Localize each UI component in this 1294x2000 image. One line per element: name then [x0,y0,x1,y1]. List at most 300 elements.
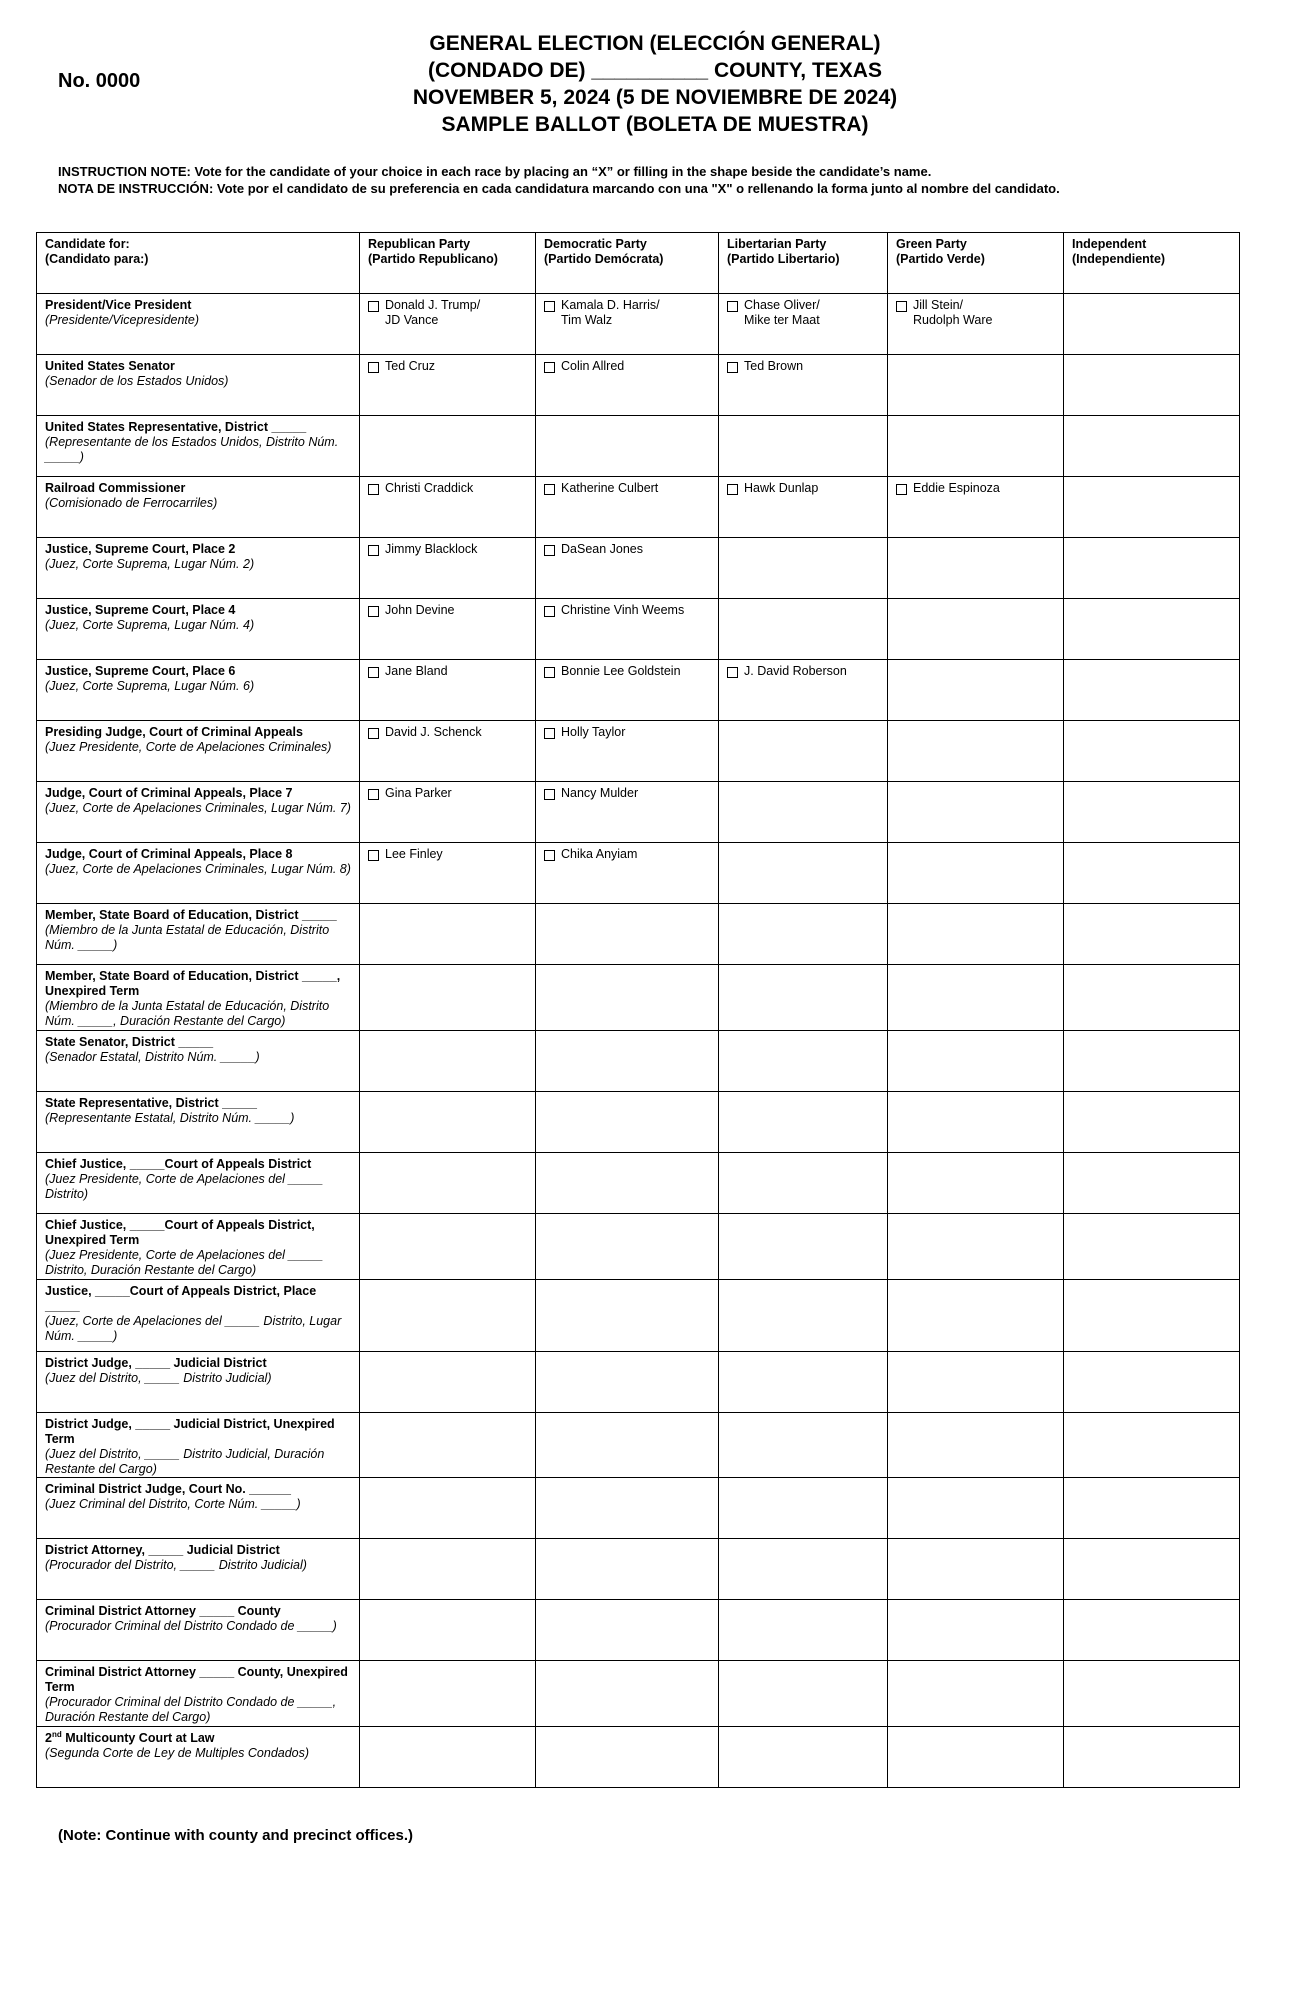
candidate-name: Lee Finley [385,847,443,861]
candidate-name: Ted Cruz [385,359,436,373]
candidate-cell-rep [360,355,536,416]
candidate-cell-grn [888,782,1064,843]
office-cell [37,1661,360,1727]
candidate-cell-rep [360,1727,536,1788]
race-row [37,1478,1240,1539]
race-row [37,1661,1240,1727]
vote-checkbox[interactable] [544,545,555,556]
candidate-cell-ind [1064,904,1240,965]
candidate-cell-grn [888,1352,1064,1413]
column-header [719,233,888,294]
candidate-cell-lib [719,1352,888,1413]
candidate-option[interactable] [727,359,879,374]
office-spanish: (Senador Estatal, Distrito Núm. _____) [45,1050,260,1064]
header-row [37,233,1240,294]
vote-checkbox[interactable] [727,301,738,312]
candidate-option[interactable] [544,542,710,557]
office-title: District Attorney, _____ Judicial District [45,1543,280,1557]
candidate-option[interactable] [544,847,710,862]
office-cell [37,1031,360,1092]
candidate-name: Christi Craddick [385,481,474,495]
office-title-superscript: nd [51,1729,62,1739]
office-title: Justice, Supreme Court, Place 4 [45,603,236,617]
candidate-cell-dem [536,965,719,1031]
office-cell [37,355,360,416]
vote-checkbox[interactable] [727,484,738,495]
office-spanish: (Juez del Distrito, _____ Distrito Judicial, Duración Restante del Cargo) [45,1447,325,1476]
candidate-cell-dem [536,1539,719,1600]
office-spanish: (Juez, Corte Suprema, Lugar Núm. 2) [45,557,255,571]
office-title: Criminal District Judge, Court No. ______ [45,1482,291,1496]
candidate-cell-rep [360,599,536,660]
candidate-cell-ind [1064,1352,1240,1413]
office-title: Railroad Commissioner [45,481,186,495]
column-header [888,233,1064,294]
office-title: State Senator, District _____ [45,1035,214,1049]
race-row [37,965,1240,1031]
candidate-option[interactable] [544,786,710,801]
ballot-title [340,30,970,138]
footer-note: (Note: Continue with county and precinct offices.) [58,1827,414,1844]
column-header-spanish: (Partido Verde) [896,252,985,266]
office-spanish: (Segunda Corte de Ley de Multiples Condados) [45,1746,310,1760]
office-cell [37,660,360,721]
column-header [37,233,360,294]
office-cell [37,965,360,1031]
race-row [37,1092,1240,1153]
office-title: Judge, Court of Criminal Appeals, Place 7 [45,786,293,800]
office-cell [37,843,360,904]
candidate-cell-rep [360,904,536,965]
office-title-prefix: 2 [45,1731,52,1745]
candidate-cell-ind [1064,965,1240,1031]
office-cell [37,416,360,477]
candidate-name: Jane Bland [385,664,448,678]
office-title: Criminal District Attorney _____ County [45,1604,281,1618]
candidate-cell-grn [888,1539,1064,1600]
office-title-text: Multicounty Court at Law [61,1731,215,1745]
candidate-cell-ind [1064,1600,1240,1661]
candidate-cell-ind [1064,538,1240,599]
candidate-cell-grn [888,538,1064,599]
candidate-cell-rep [360,843,536,904]
vote-checkbox[interactable] [368,606,379,617]
office-cell [37,1214,360,1280]
office-cell [37,1280,360,1352]
race-row [37,416,1240,477]
candidate-cell-dem [536,1478,719,1539]
office-spanish: (Comisionado de Ferrocarriles) [45,496,218,510]
candidate-name: Gina Parker [385,786,452,800]
candidate-name: Chika Anyiam [561,847,638,861]
candidate-cell-lib [719,294,888,355]
office-spanish: (Procurador Criminal del Distrito Condado de _____) [45,1619,337,1633]
candidate-name: Nancy Mulder [561,786,639,800]
candidate-cell-grn [888,660,1064,721]
office-title: Justice, Supreme Court, Place 6 [45,664,236,678]
office-spanish: (Juez Presidente, Corte de Apelaciones del _____ Distrito, Duración Restante del Cargo) [45,1248,324,1277]
vote-checkbox[interactable] [368,545,379,556]
office-spanish: (Senador de los Estados Unidos) [45,374,229,388]
candidate-cell-lib [719,1214,888,1280]
candidate-name: Eddie Espinoza [913,481,1000,495]
candidate-cell-rep [360,965,536,1031]
candidate-cell-ind [1064,1031,1240,1092]
candidate-cell-ind [1064,843,1240,904]
race-row [37,721,1240,782]
office-title: State Representative, District _____ [45,1096,257,1110]
candidate-name: Jimmy Blacklock [385,542,478,556]
column-header-spanish: (Independiente) [1072,252,1166,266]
column-header-label: Republican Party [368,237,471,251]
candidate-cell-ind [1064,1153,1240,1214]
office-title [45,1731,215,1745]
office-cell [37,599,360,660]
ballot-table [36,232,1240,1788]
vote-checkbox[interactable] [368,667,379,678]
office-title: United States Representative, District _____ [45,420,307,434]
title-line: SAMPLE BALLOT (BOLETA DE MUESTRA) [441,113,869,136]
candidate-cell-ind [1064,1092,1240,1153]
office-title: Member, State Board of Education, District _____, Unexpired Term [45,969,341,998]
vote-checkbox[interactable] [544,667,555,678]
candidate-cell-ind [1064,355,1240,416]
race-row [37,1600,1240,1661]
candidate-cell-ind [1064,599,1240,660]
candidate-name: Bonnie Lee Goldstein [561,664,681,678]
column-header-label: Candidate for: [45,237,130,251]
race-row [37,1280,1240,1352]
candidate-cell-rep [360,1478,536,1539]
office-title: Justice, _____Court of Appeals District, Place _____ [45,1284,317,1313]
candidate-cell-grn [888,294,1064,355]
candidate-cell-dem [536,477,719,538]
candidate-cell-lib [719,1539,888,1600]
candidate-cell-ind [1064,1539,1240,1600]
office-cell [37,721,360,782]
office-cell [37,1352,360,1413]
vote-checkbox[interactable] [368,362,379,373]
office-cell [37,538,360,599]
office-spanish: (Procurador del Distrito, _____ Distrito Judicial) [45,1558,307,1572]
race-row [37,1153,1240,1214]
candidate-cell-dem [536,1661,719,1727]
candidate-cell-rep [360,782,536,843]
candidate-cell-dem [536,599,719,660]
column-header-label: Green Party [896,237,967,251]
race-row [37,355,1240,416]
vote-checkbox[interactable] [368,301,379,312]
candidate-cell-ind [1064,477,1240,538]
candidate-cell-ind [1064,1661,1240,1727]
office-title: United States Senator [45,359,175,373]
candidate-cell-lib [719,599,888,660]
candidate-cell-ind [1064,1478,1240,1539]
candidate-cell-grn [888,1153,1064,1214]
office-spanish: (Juez, Corte de Apelaciones Criminales, Lugar Núm. 7) [45,801,351,815]
candidate-cell-dem [536,1600,719,1661]
candidate-cell-grn [888,599,1064,660]
column-header-label: Democratic Party [544,237,647,251]
column-header-spanish: (Candidato para:) [45,252,149,266]
candidate-cell-lib [719,1413,888,1478]
office-cell [37,1539,360,1600]
candidate-cell-grn [888,1600,1064,1661]
candidate-cell-grn [888,721,1064,782]
candidate-cell-grn [888,1031,1064,1092]
candidate-option[interactable] [368,603,527,618]
ballot-number: No. 0000 [58,70,141,92]
race-row [37,843,1240,904]
office-spanish: (Juez, Corte Suprema, Lugar Núm. 6) [45,679,255,693]
vote-checkbox[interactable] [896,484,907,495]
candidate-cell-rep [360,538,536,599]
candidate-cell-grn [888,416,1064,477]
candidate-cell-rep [360,294,536,355]
candidate-cell-lib [719,782,888,843]
candidate-option[interactable] [896,481,1055,496]
candidate-cell-ind [1064,1280,1240,1352]
vote-checkbox[interactable] [544,301,555,312]
candidate-option[interactable] [368,847,527,862]
candidate-cell-dem [536,904,719,965]
candidate-cell-dem [536,721,719,782]
candidate-cell-dem [536,843,719,904]
candidate-cell-dem [536,355,719,416]
office-title: President/Vice President [45,298,192,312]
candidate-cell-dem [536,1727,719,1788]
column-header-spanish: (Partido Libertario) [727,252,840,266]
candidate-option[interactable] [368,725,527,740]
candidate-option[interactable] [896,298,1055,328]
candidate-cell-dem [536,1031,719,1092]
candidate-option[interactable] [544,298,710,328]
candidate-cell-grn [888,1092,1064,1153]
candidate-cell-ind [1064,782,1240,843]
candidate-cell-dem [536,1280,719,1352]
candidate-option[interactable] [727,298,879,328]
race-row [37,782,1240,843]
race-row [37,294,1240,355]
candidate-option[interactable] [368,481,527,496]
candidate-cell-grn [888,477,1064,538]
candidate-cell-lib [719,1727,888,1788]
candidate-cell-grn [888,1727,1064,1788]
candidate-name: Holly Taylor [561,725,626,739]
candidate-cell-lib [719,538,888,599]
candidate-option[interactable] [544,481,710,496]
candidate-option[interactable] [368,786,527,801]
candidate-cell-ind [1064,721,1240,782]
race-row [37,1539,1240,1600]
office-spanish: (Miembro de la Junta Estatal de Educación, Distrito Núm. _____) [45,923,330,952]
vote-checkbox[interactable] [368,484,379,495]
candidate-cell-lib [719,416,888,477]
race-row [37,1413,1240,1478]
candidate-cell-grn [888,1214,1064,1280]
candidate-cell-rep [360,1661,536,1727]
vote-checkbox[interactable] [896,301,907,312]
candidate-option[interactable] [368,298,527,328]
candidate-name: Kamala D. Harris/ Tim Walz [561,298,660,327]
race-row [37,1352,1240,1413]
candidate-option[interactable] [544,603,710,618]
candidate-cell-lib [719,1661,888,1727]
candidate-cell-rep [360,1413,536,1478]
office-cell [37,1600,360,1661]
office-cell [37,782,360,843]
office-title: Justice, Supreme Court, Place 2 [45,542,236,556]
office-spanish: (Juez Criminal del Distrito, Corte Núm. _____) [45,1497,301,1511]
title-line: NOVEMBER 5, 2024 (5 DE NOVIEMBRE DE 2024) [412,86,898,109]
candidate-name: Jill Stein/ Rudolph Ware [913,298,993,327]
office-spanish: (Procurador Criminal del Distrito Condado de _____, Duración Restante del Cargo) [45,1695,337,1724]
candidate-cell-lib [719,1600,888,1661]
office-title: Chief Justice, _____Court of Appeals District, Unexpired Term [45,1218,315,1247]
vote-checkbox[interactable] [544,850,555,861]
office-title: Criminal District Attorney _____ County, Unexpired Term [45,1665,348,1694]
race-row [37,660,1240,721]
candidate-cell-ind [1064,1727,1240,1788]
column-header-label: Libertarian Party [727,237,827,251]
office-spanish: (Juez, Corte Suprema, Lugar Núm. 4) [45,618,255,632]
office-spanish: (Representante Estatal, Distrito Núm. _____) [45,1111,295,1125]
vote-checkbox[interactable] [727,667,738,678]
column-header [1064,233,1240,294]
candidate-option[interactable] [727,481,879,496]
candidate-option[interactable] [544,359,710,374]
office-title: District Judge, _____ Judicial District [45,1356,267,1370]
candidate-name: Christine Vinh Weems [561,603,685,617]
candidate-cell-grn [888,965,1064,1031]
candidate-cell-grn [888,355,1064,416]
vote-checkbox[interactable] [368,789,379,800]
candidate-cell-rep [360,477,536,538]
office-cell [37,1413,360,1478]
candidate-name: John Devine [385,603,455,617]
vote-checkbox[interactable] [368,728,379,739]
candidate-option[interactable] [727,664,879,679]
race-row [37,477,1240,538]
vote-checkbox[interactable] [544,789,555,800]
office-title: Judge, Court of Criminal Appeals, Place 8 [45,847,293,861]
vote-checkbox[interactable] [544,728,555,739]
office-cell [37,1153,360,1214]
candidate-cell-dem [536,294,719,355]
candidate-option[interactable] [544,664,710,679]
candidate-name: Chase Oliver/ Mike ter Maat [744,298,820,327]
office-spanish: (Juez, Corte de Apelaciones Criminales, Lugar Núm. 8) [45,862,351,876]
candidate-option[interactable] [544,725,710,740]
office-cell [37,1478,360,1539]
vote-checkbox[interactable] [544,362,555,373]
instruction-spanish: NOTA DE INSTRUCCIÓN: Vote por el candidato de su preferencia en cada candidatura marcando con una "X" o rellenando la forma junto al nombre del candidato. [58,181,1060,196]
vote-checkbox[interactable] [368,850,379,861]
candidate-cell-rep [360,1352,536,1413]
column-header [536,233,719,294]
candidate-option[interactable] [368,664,527,679]
candidate-name: DaSean Jones [561,542,644,556]
office-spanish: (Juez del Distrito, _____ Distrito Judicial) [45,1371,272,1385]
office-cell [37,294,360,355]
candidate-cell-rep [360,416,536,477]
office-cell [37,1727,360,1788]
candidate-cell-rep [360,1153,536,1214]
instruction-note [58,163,1060,197]
candidate-cell-dem [536,1413,719,1478]
candidate-cell-dem [536,538,719,599]
candidate-cell-lib [719,721,888,782]
race-row [37,1214,1240,1280]
candidate-cell-grn [888,1661,1064,1727]
candidate-cell-grn [888,843,1064,904]
office-cell [37,1092,360,1153]
instruction-english: INSTRUCTION NOTE: Vote for the candidate of your choice in each race by placing an “X” or filling in the shape beside the candidate’s name. [58,164,932,179]
office-cell [37,477,360,538]
office-spanish: (Representante de los Estados Unidos, Distrito Núm. _____) [45,435,339,464]
office-spanish: (Presidente/Vicepresidente) [45,313,200,327]
candidate-cell-rep [360,1600,536,1661]
candidate-name: Donald J. Trump/ JD Vance [385,298,481,327]
candidate-cell-lib [719,1280,888,1352]
candidate-cell-lib [719,843,888,904]
candidate-cell-dem [536,782,719,843]
race-row [37,1031,1240,1092]
candidate-cell-lib [719,965,888,1031]
title-line: GENERAL ELECTION (ELECCIÓN GENERAL) [429,32,881,55]
column-header-spanish: (Partido Demócrata) [544,252,664,266]
candidate-cell-dem [536,1352,719,1413]
vote-checkbox[interactable] [544,606,555,617]
candidate-cell-rep [360,660,536,721]
office-spanish: (Juez, Corte de Apelaciones del _____ Distrito, Lugar Núm. _____) [45,1314,342,1343]
vote-checkbox[interactable] [727,362,738,373]
candidate-name: Katherine Culbert [561,481,659,495]
office-spanish: (Juez Presidente, Corte de Apelaciones del _____ Distrito) [45,1172,324,1201]
candidate-cell-lib [719,904,888,965]
candidate-cell-rep [360,721,536,782]
candidate-cell-dem [536,416,719,477]
candidate-cell-lib [719,660,888,721]
vote-checkbox[interactable] [544,484,555,495]
office-title: Presiding Judge, Court of Criminal Appeals [45,725,303,739]
candidate-cell-ind [1064,660,1240,721]
race-row [37,1727,1240,1788]
candidate-option[interactable] [368,542,527,557]
title-line: (CONDADO DE) __________ COUNTY, TEXAS [428,59,882,82]
candidate-cell-rep [360,1214,536,1280]
column-header-label: Independent [1072,237,1147,251]
office-title: District Judge, _____ Judicial District, Unexpired Term [45,1417,335,1446]
candidate-cell-lib [719,1031,888,1092]
candidate-cell-grn [888,904,1064,965]
office-cell [37,904,360,965]
office-spanish: (Miembro de la Junta Estatal de Educación, Distrito Núm. _____, Duración Restante del Cargo) [45,999,330,1028]
column-header [360,233,536,294]
candidate-cell-rep [360,1092,536,1153]
candidate-cell-lib [719,355,888,416]
candidate-name: Colin Allred [561,359,625,373]
candidate-name: Hawk Dunlap [744,481,819,495]
candidate-cell-dem [536,1214,719,1280]
candidate-option[interactable] [368,359,527,374]
candidate-cell-lib [719,477,888,538]
candidate-name: Ted Brown [744,359,804,373]
race-row [37,538,1240,599]
office-title: Member, State Board of Education, District _____ [45,908,337,922]
candidate-cell-ind [1064,294,1240,355]
candidate-cell-lib [719,1092,888,1153]
